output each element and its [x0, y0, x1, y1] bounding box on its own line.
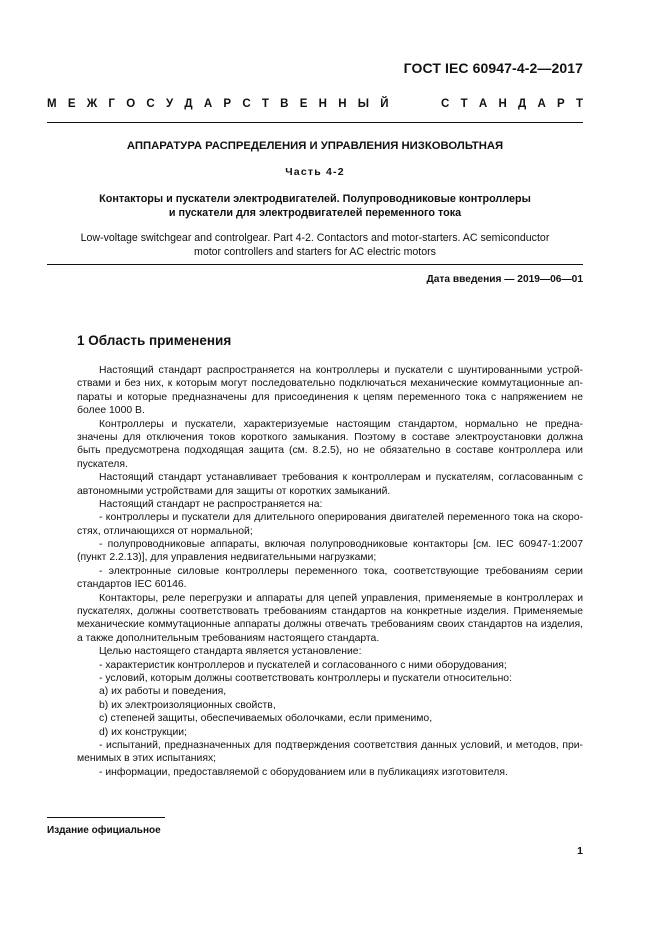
title-rule	[47, 264, 583, 265]
document-title: АППАРАТУРА РАСПРЕДЕЛЕНИЯ И УПРАВЛЕНИЯ НИЗКОВОЛЬТНАЯ	[126, 140, 504, 152]
banner-letter: Е	[67, 98, 76, 110]
banner-letter: С	[242, 98, 251, 110]
header-rule	[47, 122, 583, 123]
banner-gap	[400, 98, 430, 110]
text-line: Целью настоящего стандарта является установление:	[99, 646, 362, 658]
banner-letter: Н	[338, 98, 347, 110]
banner-letter: Д	[184, 98, 193, 110]
subtitle-line: и пускатели для электродвигателей переменного тока	[168, 207, 462, 219]
page-number: 1	[577, 845, 583, 857]
text-line: менимых в этих испытаниях;	[77, 753, 217, 765]
standard-type-banner	[47, 98, 583, 110]
banner-letter: С	[441, 98, 450, 110]
banner-letter: А	[203, 98, 213, 110]
banner-letter: В	[280, 98, 289, 110]
banner-letter: Н	[318, 98, 327, 110]
text-line: - контроллеры и пускатели для длительного оперирования двигателей переменного тока на скоро-	[99, 512, 583, 524]
subtitle-line: Контакторы и пускатели электродвигателей. Полупроводниковые контроллеры	[99, 193, 531, 205]
text-line: параты и которые предназначены для присоединения к цепям переменного тока с напряжением не	[77, 391, 583, 403]
banner-letter: М	[47, 98, 57, 110]
text-line: пускателя.	[77, 458, 128, 470]
text-line: механические коммутационные аппараты должны отвечать требованиям своих стандартов на изделия,	[77, 619, 583, 631]
banner-letter: У	[165, 98, 174, 110]
text-line: d) их конструкции;	[99, 726, 187, 738]
banner-letter: Т	[575, 98, 583, 110]
text-line: стях, отличающихся от нормальной;	[77, 525, 253, 537]
text-line: автономными устройствами для защиты от коротких замыканий.	[77, 485, 391, 497]
text-line: - информации, предоставляемой с оборудованием или в публикациях изготовителя.	[99, 766, 508, 778]
section-heading: 1 Область применения	[77, 333, 232, 348]
text-line: Настоящий стандарт распространяется на контроллеры и пускатели с шунтированными устрой-	[99, 365, 583, 376]
banner-letter: Т	[261, 98, 269, 110]
document-part: Часть 4-2	[285, 166, 345, 178]
banner-letter: С	[146, 98, 155, 110]
banner-letter: А	[478, 98, 488, 110]
text-line: более 1000 В.	[77, 405, 145, 417]
banner-letter: Р	[223, 98, 232, 110]
text-line: а также дополнительным требованиям настоящего стандарта.	[77, 632, 380, 644]
banner-letter: О	[126, 98, 136, 110]
text-line: a) их работы и поведения,	[99, 686, 227, 698]
banner-letter: Г	[108, 98, 115, 110]
banner-letter: Р	[557, 98, 565, 110]
text-line: быть предусмотрена подходящая защита (см. 8.2.5), но не обязательно в составе контроллера или	[77, 445, 583, 457]
official-edition-label: Издание официальное	[47, 825, 161, 836]
document-subtitle	[47, 192, 583, 220]
text-line: - характеристик контроллеров и пускателей и согласованного с ними оборудования;	[99, 659, 507, 671]
banner-letter: Д	[518, 98, 527, 110]
banner-letter: Н	[498, 98, 507, 110]
banner-letter: Ы	[357, 98, 370, 110]
text-line: - условий, которым должны соответствовать контроллеры и пускатели относительно:	[99, 672, 512, 684]
english-title-line: motor controllers and starters for AC electric motors	[194, 246, 436, 258]
text-line: Настоящий стандарт устанавливает требования к контроллерам и пускателям, согласованным с	[99, 472, 583, 484]
text-line: Контроллеры и пускатели, характеризуемые настоящим стандартом, нормально не предна-	[99, 418, 583, 430]
text-line: (пункт 2.2.13)], для управления недвигательными нагрузками;	[77, 552, 377, 564]
text-line: c) степеней защиты, обеспечиваемых оболочками, если применимо,	[99, 713, 433, 725]
document-code: ГОСТ IEC 60947-4-2—2017	[403, 60, 583, 76]
banner-letter: А	[537, 98, 546, 110]
introduction-date: Дата введения — 2019—06—01	[426, 274, 583, 285]
text-line: b) их электроизоляционных свойств,	[99, 699, 276, 711]
footer-rule	[47, 817, 165, 818]
text-line: - испытаний, предназначенных для подтверждения соответствия данных условий, и методов, при-	[99, 739, 583, 751]
section-body	[77, 364, 583, 779]
text-line: пускателях, должны соответствовать требованиям стандартов на конкретные изделия. Применяемые	[77, 606, 583, 618]
english-title	[47, 231, 583, 259]
english-title-line: Low-voltage switchgear and controlgear. Part 4-2. Contactors and motor-starters. AC semiconductor	[80, 232, 550, 244]
banner-letter: Т	[460, 98, 468, 110]
banner-letter: Ж	[86, 98, 98, 110]
text-line: - электронные силовые контроллеры переменного тока, соответствующие требованиям серии	[99, 565, 583, 577]
text-line: стандартов IEC 60146.	[77, 579, 187, 591]
text-line: значены для отключения токов короткого замыкания. Поэтому в составе электроустановки должна	[77, 431, 583, 443]
text-line: Контакторы, реле перегрузки и аппараты для цепей управления, применяемые в контроллерах и	[99, 592, 583, 604]
text-line: ствами и без них, к которым могут последовательно подключаться механические коммутационные ап-	[77, 378, 583, 390]
text-line: Настоящий стандарт не распространяется на:	[99, 498, 323, 510]
banner-letter: Е	[299, 98, 308, 110]
text-line: - полупроводниковые аппараты, включая полупроводниковые контакторы [см. IEC 60947-1:2007	[99, 539, 583, 551]
banner-letter: Й	[380, 98, 389, 110]
